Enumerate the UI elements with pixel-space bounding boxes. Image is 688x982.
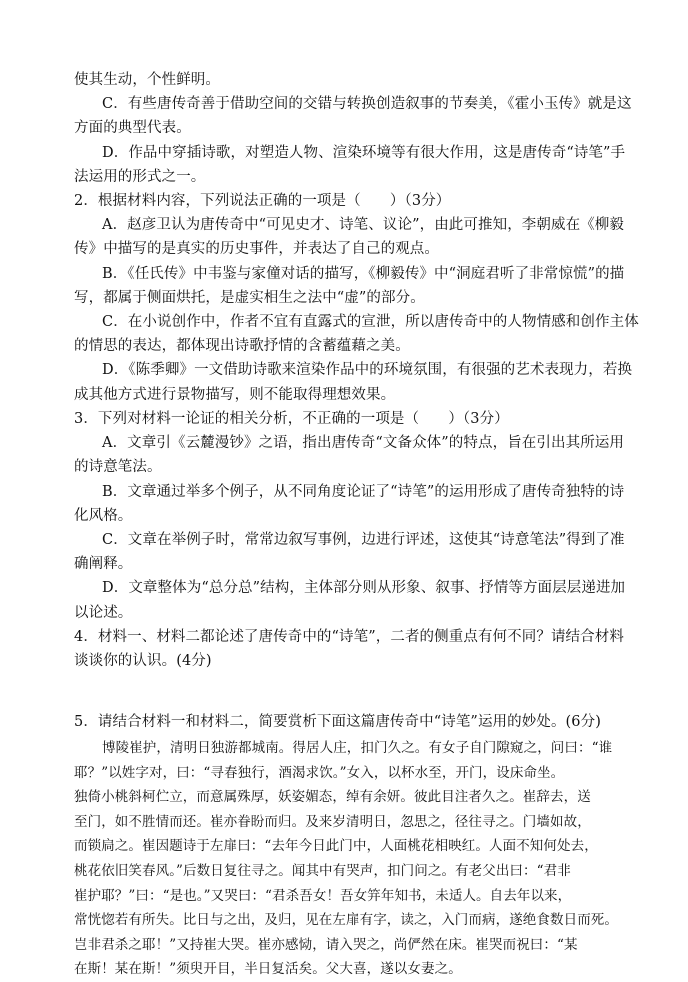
q2-option-c-line1: C．在小说创作中，作者不宜有直露式的宣泄，所以唐传奇中的人物情感和创作主体 bbox=[102, 314, 639, 331]
question-2-stem: 2．根据材料内容，下列说法正确的一项是（ ）（3分） bbox=[74, 193, 451, 209]
q2-option-d-line2: 成其他方式进行景物描写，则不能取得理想效果。 bbox=[74, 386, 396, 403]
q2-option-a-line1: A．赵彦卫认为唐传奇中“可见史才、诗笔、议论”，由此可推知，李朝威在《柳毅 bbox=[102, 217, 624, 234]
option-c-line2: 方面的典型代表。 bbox=[74, 120, 191, 137]
q2-option-d-line1: D．《陈季卿》一文借助诗歌来渲染作品中的环境氛围，有很强的艺术表现力，若换 bbox=[102, 362, 633, 379]
option-c-line1: C．有些唐传奇善于借助空间的交错与转换创造叙事的节奏美，《霍小玉传》就是这 bbox=[102, 96, 632, 113]
q3-option-d-line2: 以论述。 bbox=[74, 604, 133, 621]
q3-option-b-line1: B．文章通过举多个例子，从不同角度论证了“诗笔”的运用形成了唐传奇独特的诗 bbox=[102, 483, 625, 500]
question-3-stem: 3．下列对材料一论证的相关分析，不正确的一项是（ ）（3分） bbox=[74, 411, 509, 427]
passage-line: 崔护耶？”曰：“是也。”又哭曰：“君杀吾女！吾女笄年知书，未适人。自去年以来， bbox=[74, 887, 572, 904]
passage-line: 至门，如不胜情而还。崔亦眷盼而归。及来岁清明日，忽思之，径往寻之。门墙如故， bbox=[74, 813, 591, 830]
q3-option-a-line2: 的诗意笔法。 bbox=[74, 459, 162, 476]
story-passage bbox=[0, 736, 688, 982]
passage-line: 独倚小桃斜柯伫立，而意属殊厚，妖姿媚态，绰有余妍。彼此目注者久之。崔辞去，送 bbox=[74, 789, 591, 806]
question-2 bbox=[0, 189, 688, 407]
q3-option-a-line1: A．文章引《云麓漫钞》之语，指出唐传奇“文备众体”的特点，旨在引出其所运用 bbox=[102, 435, 624, 452]
passage-line: 常恍惚若有所失。比日与之出，及归，见在左扉有字，读之，入门而病，遂绝食数日而死。 bbox=[74, 912, 618, 929]
question-3 bbox=[0, 407, 688, 625]
passage-line: 桃花依旧笑春风。”后数日复往寻之。闻其中有哭声，扣门问之。有老父出曰：“君非 bbox=[74, 862, 571, 879]
passage-line: 岂非君杀之耶！”又持崔大哭。崔亦感恸，请入哭之，尚俨然在床。崔哭而祝曰：“某 bbox=[74, 936, 578, 953]
q3-option-d-line1: D．文章整体为“总分总”结构，主体部分则从形象、叙事、抒情等方面层层递进加 bbox=[102, 580, 626, 597]
question-1-tail bbox=[0, 68, 688, 189]
passage-line: 而锁扃之。崔因题诗于左扉曰：“去年今日此门中，人面桃花相映红。人面不知何处去， bbox=[74, 838, 598, 855]
question-5-stem: 5．请结合材料一和材料二，简要赏析下面这篇唐传奇中“诗笔”运用的妙处。(6分) bbox=[74, 714, 601, 730]
q2-option-b-line1: B．《任氏传》中韦鉴与家僮对话的描写，《柳毅传》中“洞庭君听了非常惊慌”的描 bbox=[102, 265, 625, 282]
passage-line: 博陵崔护，清明日独游都城南。得居人庄，扣门久之。有女子自门隙窥之，问曰：“谁 bbox=[102, 740, 613, 756]
passage-line: 在斯！某在斯！”须臾开目，半日复活矣。父大喜，遂以女妻之。 bbox=[74, 961, 462, 978]
question-4-line2: 谈谈你的认识。(4分) bbox=[74, 653, 212, 670]
q3-option-c-line1: C．文章在举例子时，常常边叙写事例，边进行评述，这使其“诗意笔法”得到了准 bbox=[102, 532, 625, 549]
q3-option-c-line2: 确阐释。 bbox=[74, 556, 133, 573]
option-b-tail: 使其生动，个性鲜明。 bbox=[74, 72, 220, 88]
option-d-line1: D．作品中穿插诗歌，对塑造人物、渲染环境等有很大作用，这是唐传奇“诗笔”手 bbox=[102, 144, 626, 161]
question-4-line1: 4．材料一、材料二都论述了唐传奇中的“诗笔”，二者的侧重点有何不同？请结合材料 bbox=[74, 629, 624, 645]
passage-line: 耶？”以姓字对，曰：“寻春独行，酒渴求饮。”女入，以杯水至，开门，设床命坐。 bbox=[74, 764, 565, 781]
q2-option-a-line2: 传》中描写的是真实的历史事件，并表达了自己的观点。 bbox=[74, 241, 439, 258]
question-4 bbox=[0, 625, 688, 673]
q2-option-c-line2: 的情思的表达，都体现出诗歌抒情的含蓄蕴藉之美。 bbox=[74, 338, 410, 355]
q2-option-b-line2: 写，都属于侧面烘托，是虚实相生之法中“虚”的部分。 bbox=[74, 289, 425, 306]
question-5 bbox=[0, 710, 688, 734]
option-d-line2: 法运用的形式之一。 bbox=[74, 168, 206, 185]
q3-option-b-line2: 化风格。 bbox=[74, 507, 133, 524]
